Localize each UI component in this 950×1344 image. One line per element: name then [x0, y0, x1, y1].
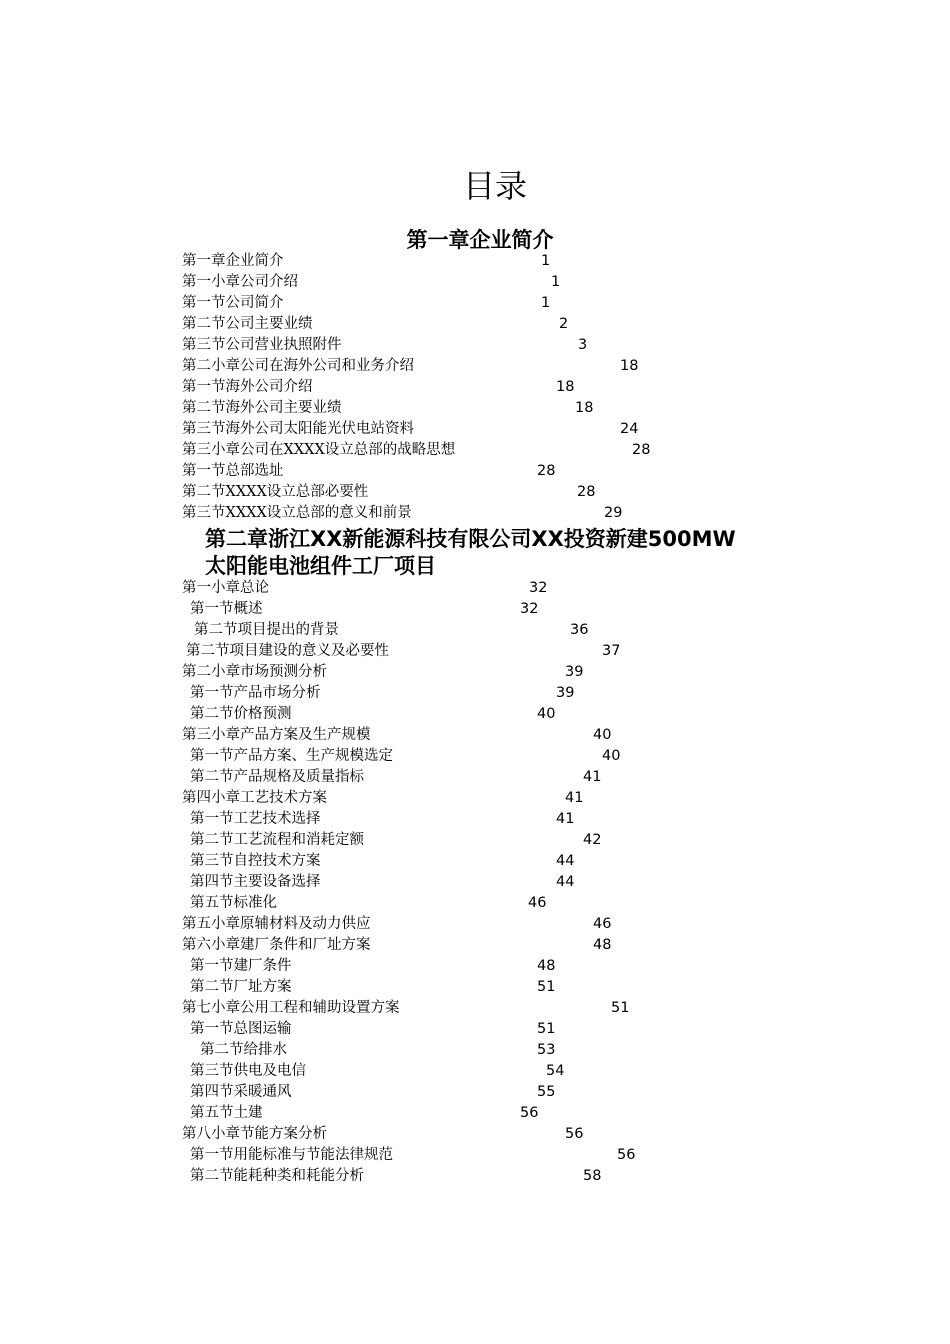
toc-entry[interactable]: 第三小章产品方案及生产规模 [182, 727, 371, 743]
toc-page-number: 32 [520, 601, 539, 617]
toc-entry[interactable]: 第六小章建厂条件和厂址方案 [182, 937, 371, 953]
toc-page-number: 39 [556, 685, 575, 701]
toc-entry[interactable]: 第五节标准化 [190, 895, 277, 911]
toc-page-number: 18 [620, 358, 639, 374]
toc-page-number: 56 [520, 1105, 539, 1121]
toc-entry[interactable]: 第二节XXXX设立总部必要性 [182, 484, 369, 500]
toc-entry[interactable]: 第二节产品规格及质量指标 [190, 769, 364, 785]
toc-page-number: 18 [556, 379, 575, 395]
toc-page-number: 28 [577, 484, 596, 500]
toc-page-number: 1 [541, 295, 551, 311]
toc-entry[interactable]: 第二节工艺流程和消耗定额 [190, 832, 364, 848]
toc-page-number: 3 [578, 337, 588, 353]
chapter2-heading-line1: 第二章浙江XX新能源科技有限公司XX投资新建500MW [205, 527, 736, 551]
chapter1-heading: 第一章企业简介 [406, 228, 554, 252]
toc-entry[interactable]: 第五节土建 [190, 1105, 263, 1121]
toc-entry[interactable]: 第一小章总论 [182, 580, 269, 596]
toc-page-number: 41 [565, 790, 584, 806]
toc-entry[interactable]: 第三节海外公司太阳能光伏电站资料 [182, 421, 414, 437]
toc-entry[interactable]: 第三小章公司在XXXX设立总部的战略思想 [182, 442, 456, 458]
toc-page-number: 54 [546, 1063, 565, 1079]
toc-entry[interactable]: 第一章企业简介 [182, 253, 284, 269]
toc-entry[interactable]: 第一节产品方案、生产规模选定 [190, 748, 393, 764]
toc-page-number: 44 [556, 874, 575, 890]
toc-entry[interactable]: 第二节海外公司主要业绩 [182, 400, 342, 416]
toc-page-number: 51 [537, 1021, 556, 1037]
toc-page-number: 51 [611, 1000, 630, 1016]
toc-entry[interactable]: 第一节产品市场分析 [190, 685, 321, 701]
toc-page-number: 55 [537, 1084, 556, 1100]
toc-entry[interactable]: 第一小章公司介绍 [182, 274, 298, 290]
toc-page-number: 1 [541, 253, 551, 269]
toc-page-number: 40 [537, 706, 556, 722]
toc-entry[interactable]: 第五小章原辅材料及动力供应 [182, 916, 371, 932]
toc-entry[interactable]: 第三节XXXX设立总部的意义和前景 [182, 505, 412, 521]
toc-entry[interactable]: 第二节项目提出的背景 [194, 622, 339, 638]
toc-entry[interactable]: 第二小章市场预测分析 [182, 664, 327, 680]
toc-page-number: 28 [632, 442, 651, 458]
toc-page-number: 2 [559, 316, 569, 332]
toc-page-number: 29 [604, 505, 623, 521]
toc-page-number: 28 [537, 463, 556, 479]
toc-page-number: 37 [602, 643, 621, 659]
toc-entry[interactable]: 第四小章工艺技术方案 [182, 790, 327, 806]
toc-entry[interactable]: 第二节价格预测 [190, 706, 292, 722]
toc-entry[interactable]: 第二小章公司在海外公司和业务介绍 [182, 358, 414, 374]
toc-page-number: 58 [583, 1168, 602, 1184]
toc-entry[interactable]: 第一节建厂条件 [190, 958, 292, 974]
toc-entry[interactable]: 第一节用能标准与节能法律规范 [190, 1147, 393, 1163]
toc-page-number: 24 [620, 421, 639, 437]
toc-entry[interactable]: 第三节公司营业执照附件 [182, 337, 342, 353]
toc-page-number: 56 [565, 1126, 584, 1142]
toc-page-number: 39 [565, 664, 584, 680]
toc-page-number: 40 [602, 748, 621, 764]
toc-entry[interactable]: 第一节总图运输 [190, 1021, 292, 1037]
toc-entry[interactable]: 第三节自控技术方案 [190, 853, 321, 869]
toc-page-number: 48 [593, 937, 612, 953]
toc-entry[interactable]: 第四节主要设备选择 [190, 874, 321, 890]
toc-entry[interactable]: 第一节海外公司介绍 [182, 379, 313, 395]
toc-entry[interactable]: 第三节供电及电信 [190, 1063, 306, 1079]
toc-page-number: 36 [570, 622, 589, 638]
toc-entry[interactable]: 第二节公司主要业绩 [182, 316, 313, 332]
toc-page-number: 40 [593, 727, 612, 743]
toc-page-number: 41 [556, 811, 575, 827]
toc-page-number: 46 [593, 916, 612, 932]
toc-page-number: 18 [575, 400, 594, 416]
toc-entry[interactable]: 第二节项目建设的意义及必要性 [186, 643, 389, 659]
toc-page-number: 56 [617, 1147, 636, 1163]
toc-entry[interactable]: 第一节公司简介 [182, 295, 284, 311]
toc-page-number: 53 [537, 1042, 556, 1058]
toc-entry[interactable]: 第一节概述 [190, 601, 263, 617]
toc-page-number: 51 [537, 979, 556, 995]
toc-page-number: 41 [583, 769, 602, 785]
toc-page-number: 32 [529, 580, 548, 596]
toc-entry[interactable]: 第七小章公用工程和辅助设置方案 [182, 1000, 400, 1016]
toc-entry[interactable]: 第二节给排水 [200, 1042, 287, 1058]
page-title: 目录 [462, 167, 527, 205]
toc-page-number: 46 [528, 895, 547, 911]
toc-page-number: 48 [537, 958, 556, 974]
chapter2-heading-line2: 太阳能电池组件工厂项目 [205, 554, 436, 578]
chapter2-heading [205, 526, 805, 580]
toc-page-number: 1 [551, 274, 561, 290]
toc-entry[interactable]: 第二节厂址方案 [190, 979, 292, 995]
toc-entry[interactable]: 第四节采暖通风 [190, 1084, 292, 1100]
toc-entry[interactable]: 第二节能耗种类和耗能分析 [190, 1168, 364, 1184]
toc-page-number: 42 [583, 832, 602, 848]
toc-page-number: 44 [556, 853, 575, 869]
toc-entry[interactable]: 第一节工艺技术选择 [190, 811, 321, 827]
toc-entry[interactable]: 第八小章节能方案分析 [182, 1126, 327, 1142]
toc-entry[interactable]: 第一节总部选址 [182, 463, 284, 479]
